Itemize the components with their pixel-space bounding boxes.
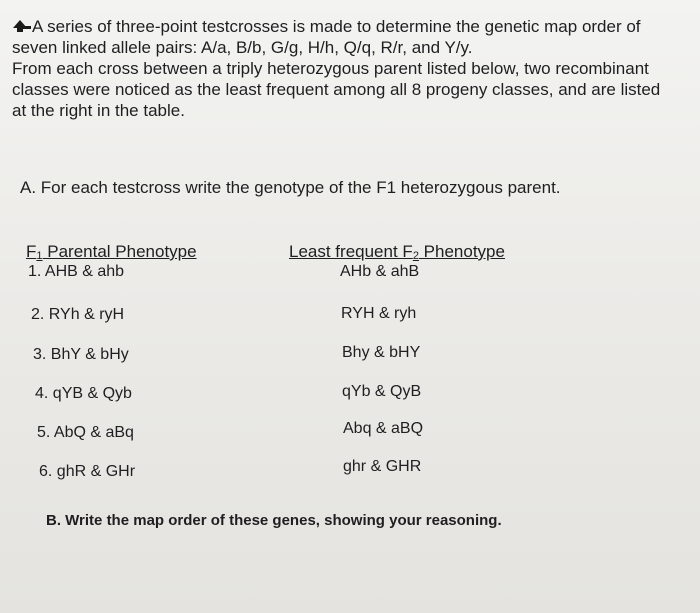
least-frequent-cell-6: ghr & GHR <box>343 458 422 475</box>
least-frequent-cell-5: Abq & aBQ <box>343 420 424 437</box>
least-frequent-cell-2: RYH & ryh <box>341 305 417 322</box>
intro-line-4: classes were noticed as the least frequent among all 8 progeny classes, and are listed <box>12 80 661 99</box>
parental-cell-5: 5. AbQ & aBq <box>37 424 134 441</box>
header-subscript-1: 1 <box>36 250 43 262</box>
intro-line-2: seven linked allele pairs: A/a, B/b, G/g, H/h, Q/q, R/r, and Y/y. <box>12 38 473 57</box>
question-b-text: B. Write the map order of these genes, showing your reasoning. <box>46 512 502 529</box>
least-frequent-cell-1: AHb & ahB <box>340 263 420 280</box>
parental-cell-2: 2. RYh & ryH <box>31 306 125 323</box>
header-subscript-2: 2 <box>412 250 419 262</box>
least-frequent-cell-3: Bhy & bHY <box>342 344 421 361</box>
question-a-text: A. For each testcross write the genotype of the F1 heterozygous parent. <box>20 178 561 197</box>
parental-cell-1: 1. AHB & ahb <box>28 263 125 280</box>
header-least-frequent: Least frequent F <box>289 242 413 261</box>
intro-line-5: at the right in the table. <box>12 101 185 120</box>
header-f: F <box>26 242 37 261</box>
intro-line-3: From each cross between a triply heterozygous parent listed below, two recombinant <box>12 59 649 78</box>
parental-cell-4: 4. qYB & Qyb <box>35 385 132 402</box>
parental-cell-3: 3. BhY & bHy <box>33 346 129 363</box>
intro-line-text: A series of three-point testcrosses is made to determine the genetic map order of <box>32 17 641 36</box>
parental-cell-6: 6. ghR & GHr <box>39 463 136 480</box>
least-frequent-cell-4: qYb & QyB <box>342 383 422 400</box>
header-rest: Parental Phenotype <box>42 242 197 261</box>
header-rest: Phenotype <box>418 242 505 261</box>
